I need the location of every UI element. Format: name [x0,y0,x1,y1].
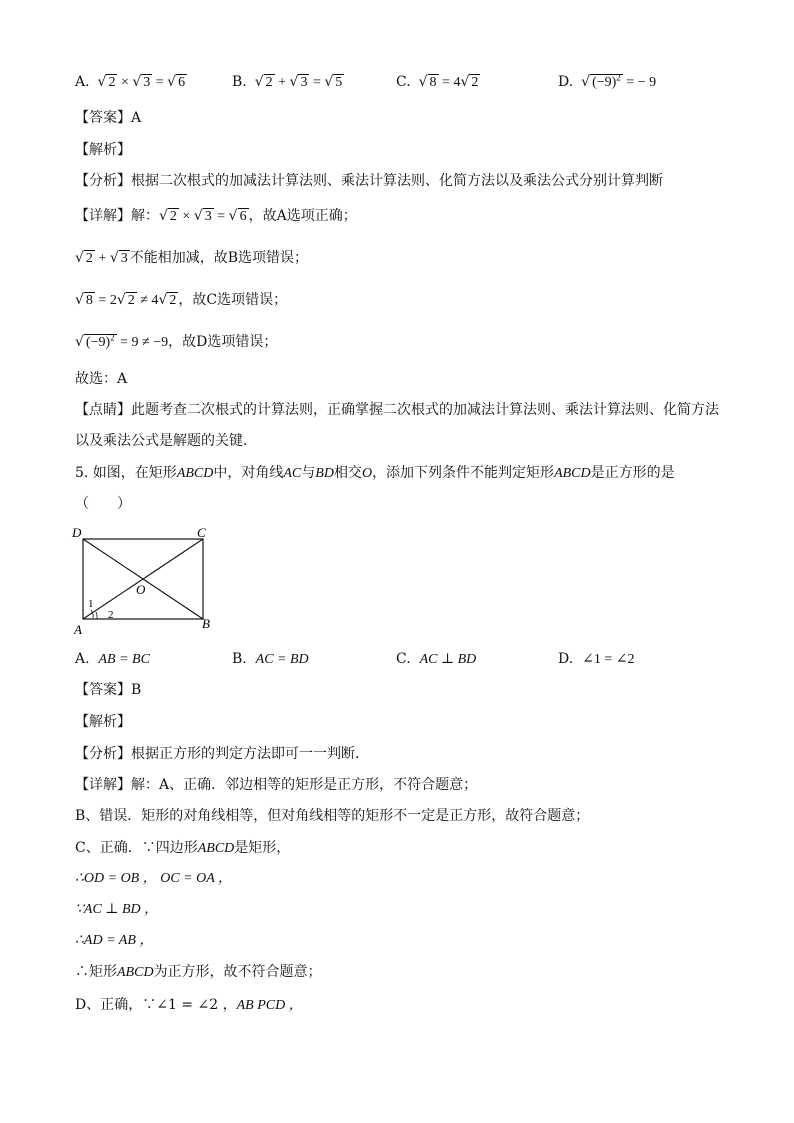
d-line-part: D、正确，∵∠1 = ∠2 ， [75,997,237,1013]
q4-dianjing-2: 以及乘法公式是解题的关键． [75,433,257,449]
q5-paren: （ ） [75,496,131,512]
square-part: 为正方形，故不符合题意； [153,964,322,980]
q5-b-line: B、错误．矩形的对角线相等，但对角线相等的矩形不一定是正方形，故符合题意； [75,808,590,824]
option-letter: B. [232,74,247,90]
label-angle-2: 2 [108,609,114,621]
option-expr: AC = BD [255,652,309,667]
q5-option-b [232,649,309,670]
option-expr: AC ⊥ BD [419,652,477,667]
c-line-part: C、正确．∵四边形 [75,840,198,856]
option-letter: C. [396,74,411,90]
q4-dianjing-1: 【点睛】此题考查二次根式的计算法则，正确掌握二次根式的加减法计算法则、乘法计算法则、化简方法 [75,402,719,418]
c-line-part: 是矩形， [234,840,291,856]
q5-square-line [75,962,322,983]
q5-option-a [75,649,150,670]
point-o: O [361,466,373,481]
diag-bd: BD [315,466,334,481]
option-expr: AB = BC [98,652,150,667]
q4-answer: 【答案】A [75,110,142,126]
q4-choice: 故选：A [75,371,128,387]
q5-detail: 【详解】解：A、正确．邻边相等的矩形是正方形，不符合题意； [75,777,478,793]
stem-part: 与 [301,465,316,481]
stem-part: 5. 如图，在矩形 [75,465,177,481]
stem-part: 是正方形的是 [590,465,675,481]
rectangle-figure [66,522,226,638]
q4-detail-c: √ 8 = 2√ 2 ≠ 4√ 2 ，故C选项错误； [75,292,288,308]
q5-option-c [396,649,476,670]
q4-analysis-header: 【解析】 [75,142,131,158]
option-letter: D. [558,651,574,667]
option-letter: A. [75,651,90,667]
detail-a-tail: ，故A选项正确； [248,208,357,224]
q4-detail-d: √ $(-9)^2 = 9 \ne -9$，故D选项错误； [75,332,278,350]
label-angle-1: 1 [88,598,94,610]
detail-c-tail: ，故C选项错误； [178,292,288,308]
q5-fenxi: 【分析】根据正方形的判定方法即可一一判断． [75,746,369,762]
q5-d-line [75,995,303,1016]
option-letter: A. [75,74,90,90]
detail-d-tail: ，故D选项错误； [168,334,278,350]
option-letter: D. [558,74,574,90]
rect-name: ABCD [176,466,214,481]
q4-detail-a: 【详解】解：√ 2 × √ 3 = √ 6 ，故A选项正确； [75,208,357,224]
q4-option-c: C. √ 8 = 4√ 2 [396,74,479,90]
q5-od-line: ∴OD = OB ， OC = OA ， [75,871,233,886]
label-c: C [197,525,206,540]
label-b: B [202,616,210,631]
q4-option-b: B. √ 2 + √ 3 = √ 5 [232,74,343,90]
label-o: O [136,582,146,597]
q5-perp-line: ∵AC ⊥ BD ， [75,902,159,917]
stem-part: 中，对角线 [213,465,284,481]
q4-option-d: D. √ $(-9)^2$ = − 9 [558,72,657,90]
q5-option-d [558,649,634,670]
q5-answer: 【答案】B [75,682,142,698]
angle-2-arc [96,612,97,619]
detail-prefix: 【详解】解： [75,208,159,224]
q5-c-line [75,838,290,859]
q5-analysis-header: 【解析】 [75,714,131,730]
option-letter: C. [396,651,411,667]
detail-b-tail: 不能相加减，故B选项错误； [129,250,309,266]
d-line-part: AB PCD ， [236,998,303,1013]
q4-fenxi: 【分析】根据二次根式的加减法计算法则、乘法计算法则、化简方法以及乘法公式分别计算判断 [75,173,663,189]
rect-name: ABCD [117,965,154,980]
stem-part: ，添加下列条件不能判定矩形 [372,465,555,481]
q4-detail-b: √ 2 + √ 3 不能相加减，故B选项错误； [75,250,309,266]
q4-option-a: A. √ 2 × √ 3 = √ 6 [75,74,186,90]
rect-name: ABCD [197,841,235,856]
option-expr: ∠1 = ∠2 [582,652,635,667]
stem-part: 相交 [333,465,362,481]
q5-stem [75,463,675,484]
label-d: D [72,525,82,540]
q5-ad-line: ∴AD = AB ， [75,933,154,948]
square-part: ∴矩形 [75,964,117,980]
diag-ac: AC [283,466,302,481]
option-letter: B. [232,651,247,667]
label-a: A [74,622,82,637]
rect-name: ABCD [554,466,591,481]
